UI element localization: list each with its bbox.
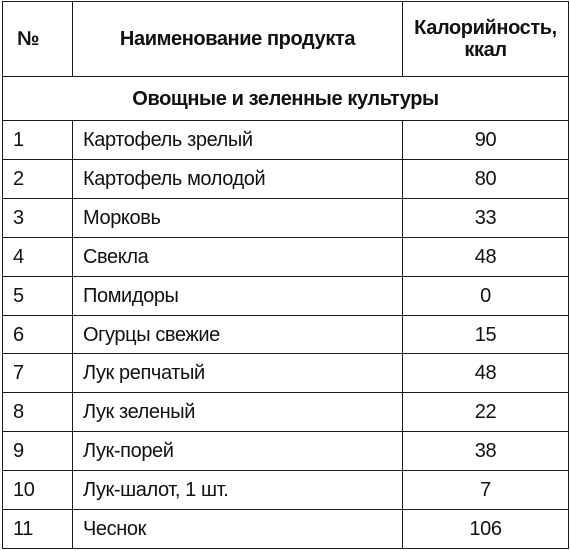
calories-value: 38 [403, 432, 569, 471]
table-row [3, 471, 569, 510]
calorie-table [2, 1, 569, 549]
row-number: 10 [3, 471, 73, 510]
product-name: Морковь [73, 198, 403, 237]
calories-value: 106 [403, 510, 569, 549]
row-number: 4 [3, 237, 73, 276]
calories-value: 15 [403, 315, 569, 354]
header-calories: Калорийность, ккал [403, 2, 569, 77]
table-row [3, 198, 569, 237]
table-row [3, 276, 569, 315]
table-row [3, 510, 569, 549]
section-title: Овощные и зеленные культуры [3, 77, 569, 121]
table-row [3, 121, 569, 160]
product-name: Помидоры [73, 276, 403, 315]
product-name: Свекла [73, 237, 403, 276]
table-row [3, 315, 569, 354]
product-name: Картофель молодой [73, 159, 403, 198]
row-number: 5 [3, 276, 73, 315]
section-row [3, 77, 569, 121]
calories-value: 48 [403, 237, 569, 276]
table-row [3, 237, 569, 276]
calories-value: 48 [403, 354, 569, 393]
table-row [3, 159, 569, 198]
row-number: 1 [3, 121, 73, 160]
calories-value: 22 [403, 393, 569, 432]
row-number: 9 [3, 432, 73, 471]
row-number: 11 [3, 510, 73, 549]
calories-value: 0 [403, 276, 569, 315]
product-name: Картофель зрелый [73, 121, 403, 160]
product-name: Лук зеленый [73, 393, 403, 432]
product-name: Огурцы свежие [73, 315, 403, 354]
calories-value: 33 [403, 198, 569, 237]
calories-value: 7 [403, 471, 569, 510]
row-number: 7 [3, 354, 73, 393]
row-number: 3 [3, 198, 73, 237]
calories-value: 80 [403, 159, 569, 198]
header-number: № [3, 2, 73, 77]
row-number: 8 [3, 393, 73, 432]
header-product-name: Наименование продукта [73, 2, 403, 77]
product-name: Лук-порей [73, 432, 403, 471]
calories-value: 90 [403, 121, 569, 160]
product-name: Лук репчатый [73, 354, 403, 393]
product-name: Лук-шалот, 1 шт. [73, 471, 403, 510]
row-number: 2 [3, 159, 73, 198]
product-name: Чеснок [73, 510, 403, 549]
table-row [3, 432, 569, 471]
table-row [3, 393, 569, 432]
row-number: 6 [3, 315, 73, 354]
table-header-row [3, 2, 569, 77]
table-row [3, 354, 569, 393]
